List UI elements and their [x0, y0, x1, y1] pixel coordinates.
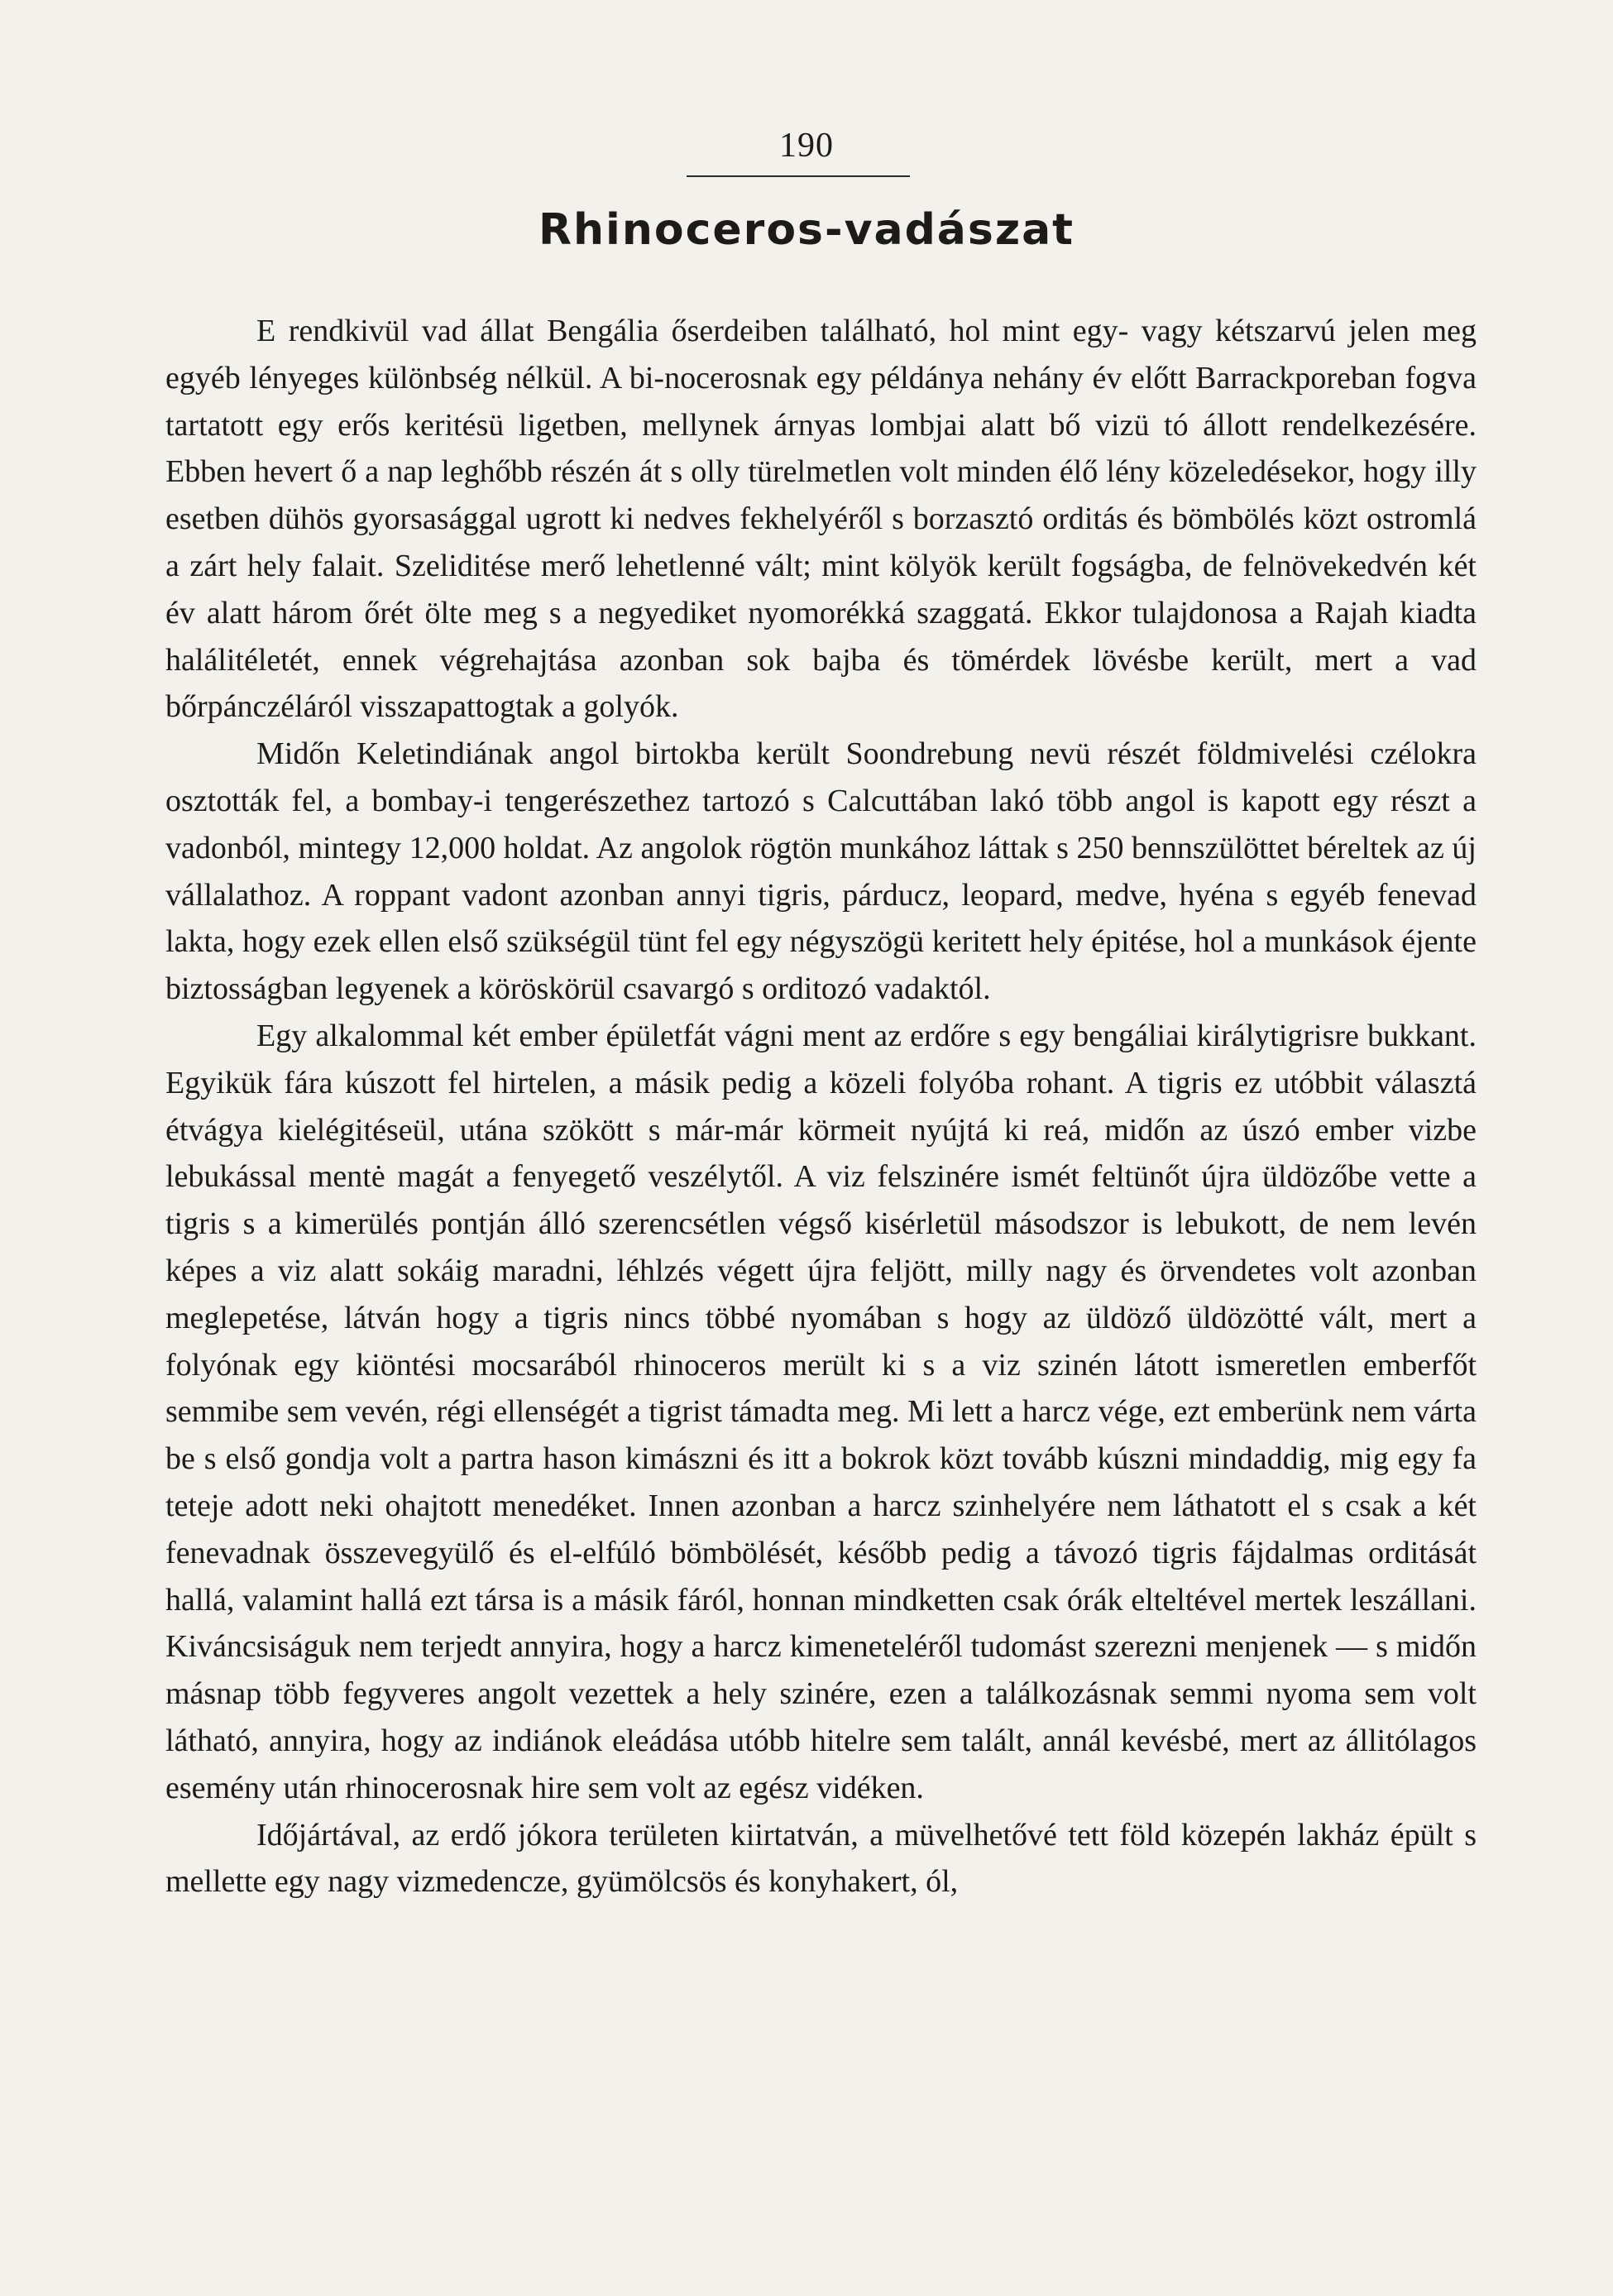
- paragraph: Egy alkalommal két ember épületfát vágni ment az erdőre s egy bengáliai királytigrisre bukkant. Egyikük fára kúszott fel hirtelen, a másik pedig a közeli folyóba rohant. A tigris ez utóbbit választá étvágya kielégitéseül, utána szökött s már-már körmeit nyújtá ki reá, midőn az úszó ember vizbe lebukással mentė magát a fenyegető veszélytől. A viz felszinére ismét feltünőt újra üldözőbe vette a tigris s a kimerülés pontján álló szerencsétlen végső kisérletül másodszor is lebukott, de nem levén képes a viz alatt sokáig maradni, léhlzés végett újra feljött, milly nagy és örvendetes volt azonban meglepetése, látván hogy a tigris nincs többé nyomában s hogy az üldöző üldözötté vált, mert a folyónak egy kiöntési mocsarából rhinoceros merült ki s a viz szinén látott ismeretlen emberfőt semmibe sem vevén, régi ellenségét a tigrist támadta meg. Mi lett a harcz vége, ezt emberünk nem várta be s első gondja volt a partra hason kimászni és itt a bokrok közt tovább kúszni mindaddig, mig egy fa teteje adott neki ohajtott menedéket. Innen azonban a harcz szinhelyére nem láthatott el s csak a két fenevadnak összevegyülő és el-elfúló bömbölését, később pedig a távozó tigris fájdalmas orditását hallá, valamint hallá ezt társa is a másik fáról, honnan mindketten csak órák elteltével mertek leszállani. Kiváncsiságuk nem terjedt annyira, hogy a harcz kimeneteléről tudomást szerezni menjenek — s midőn másnap több fegyveres angolt vezettek a hely szinére, ezen a találkozásnak semmi nyoma sem volt látható, annyira, hogy az indiánok eleádása utóbb hitelre sem talált, annál kevésbé, mert az állitólagos esemény után rhinocerosnak hire sem volt az egész vidéken.: [165, 1018, 1477, 1805]
- paragraph: E rendkivül vad állat Bengália őserdeiben található, hol mint egy- vagy kétszarvú jelen meg egyéb lényeges különbség nélkül. A bi-nocerosnak egy példánya nehány év előtt Barrackporeban fogva tartatott egy erős keritésü ligetben, mellynek árnyas lombjai alatt bő vizü tó állott rendelkezésére. Ebben hevert ő a nap leghőbb részén át s olly türelmetlen volt minden élő lény közeledésekor, hogy illy esetben dühös gyorsasággal ugrott ki nedves fekhelyéről s borzasztó orditás és bömbölés közt ostromlá a zárt hely falait. Szeliditése merő lehetlenné vált; mint kölyök került fogságba, de felnövekedvén két év alatt három őrét ölte meg s a negyediket nyomorékká szaggatá. Ekkor tulajdonosa a Rajah kiadta halálitéletét, ennek végrehajtása azonban sok bajba és tömérdek lövésbe került, mert a vad bőrpánczéláról visszapattogtak a golyók.: [165, 314, 1477, 725]
- article-title: Rhinoceros-vadászat: [538, 205, 1075, 255]
- article-body: [165, 308, 1477, 1905]
- page-number: 190: [779, 127, 834, 165]
- page-number-rule: [687, 175, 910, 177]
- paragraph: Midőn Keletindiának angol birtokba került Soondrebung nevü részét földmivelési czélokra osztották fel, a bombay-i tengerészethez tartozó s Calcuttában lakó több angol is kapott egy részt a vadonból, mintegy 12,000 holdat. Az angolok rögtön munkához láttak s 250 bennszülöttet béreltek az új vállalathoz. A roppant vadont azonban annyi tigris, párducz, leopard, medve, hyéna s egyéb fenevad lakta, hogy ezek ellen első szükségül tünt fel egy négyszögü keritett hely épitése, hol a munkások éjente biztosságban legyenek a köröskörül csavargó s orditozó vadaktól.: [165, 736, 1477, 1007]
- paragraph: Időjártával, az erdő jókora területen kiirtatván, a müvelhetővé tett föld közepén lakház épült s mellette egy nagy vizmedencze, gyümölcsös és konyhakert, ól,: [165, 1817, 1477, 1900]
